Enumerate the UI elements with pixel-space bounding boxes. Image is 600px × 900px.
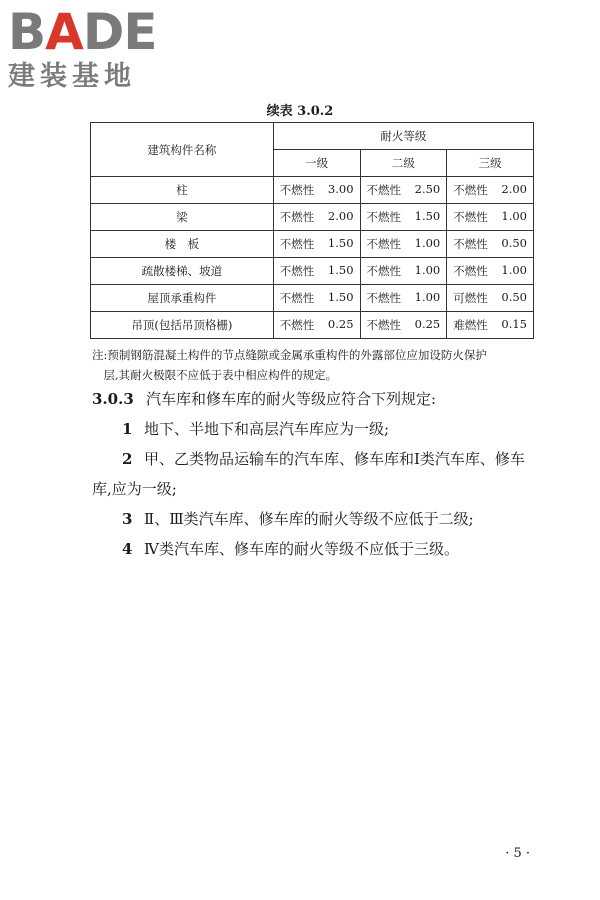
table-row [91,312,534,339]
table-row [91,177,534,204]
table-cell: 可燃性 0.50 [447,285,534,312]
table-cell: 不燃性 1.50 [273,285,360,312]
row-name: 吊顶(包括吊顶格栅) [91,312,274,339]
table-row [91,258,534,285]
logo-wordmark: BADE [8,3,157,61]
row-name: 屋顶承重构件 [91,285,274,312]
row-name: 梁 [91,204,274,231]
section-number: 3.0.3 [92,390,134,408]
list-item: 1 地下、半地下和高层汽车库应为一级; [122,420,390,438]
table-cell: 不燃性 1.00 [447,258,534,285]
table-cell: 不燃性 2.00 [447,177,534,204]
row-name: 楼 板 [91,231,274,258]
note-line-1: 注:预制钢筋混凝土构件的节点缝隙或金属承重构件的外露部位应加设防火保护 [92,348,487,362]
header-fire-rating: 耐火等级 [273,123,533,150]
list-item: 2 甲、乙类物品运输车的汽车库、修车库和Ⅰ类汽车库、修车 [122,450,525,468]
list-item: 3 Ⅱ、Ⅲ类汽车库、修车库的耐火等级不应低于二级; [122,510,474,528]
table-cell: 不燃性 0.25 [273,312,360,339]
table-caption: 续表 3.0.2 [266,104,334,119]
table-cell: 不燃性 1.00 [360,285,447,312]
bade-logo [8,4,198,94]
table-cell: 不燃性 1.50 [273,231,360,258]
table-cell: 不燃性 1.50 [360,204,447,231]
table-cell: 难燃性 0.15 [447,312,534,339]
row-name: 疏散楼梯、坡道 [91,258,274,285]
fire-resistance-table [90,122,534,339]
row-name: 柱 [91,177,274,204]
table-cell: 不燃性 2.50 [360,177,447,204]
logo-subtitle: 建装基地 [8,61,136,92]
list-item-continuation: 库,应为一级; [92,480,177,498]
list-item: 4 Ⅳ类汽车库、修车库的耐火等级不应低于三级。 [122,540,459,558]
note-line-2: 层,其耐火极限不应低于表中相应构件的规定。 [92,368,338,382]
table-row [91,231,534,258]
section-heading [92,384,552,414]
table-note [92,345,552,385]
table-cell: 不燃性 2.00 [273,204,360,231]
section-text: 汽车库和修车库的耐火等级应符合下列规定: [146,390,437,408]
table-cell: 不燃性 0.50 [447,231,534,258]
table-cell: 不燃性 0.25 [360,312,447,339]
header-level-1: 一级 [273,150,360,177]
section-3-0-3 [92,384,552,564]
page-number: · 5 · [505,846,530,861]
header-component-name: 建筑构件名称 [91,123,274,177]
table-row [91,204,534,231]
table-cell: 不燃性 1.00 [360,258,447,285]
table-row [91,285,534,312]
header-level-3: 三级 [447,150,534,177]
header-level-2: 二级 [360,150,447,177]
table-cell: 不燃性 1.50 [273,258,360,285]
table-cell: 不燃性 1.00 [360,231,447,258]
table-cell: 不燃性 3.00 [273,177,360,204]
table-cell: 不燃性 1.00 [447,204,534,231]
